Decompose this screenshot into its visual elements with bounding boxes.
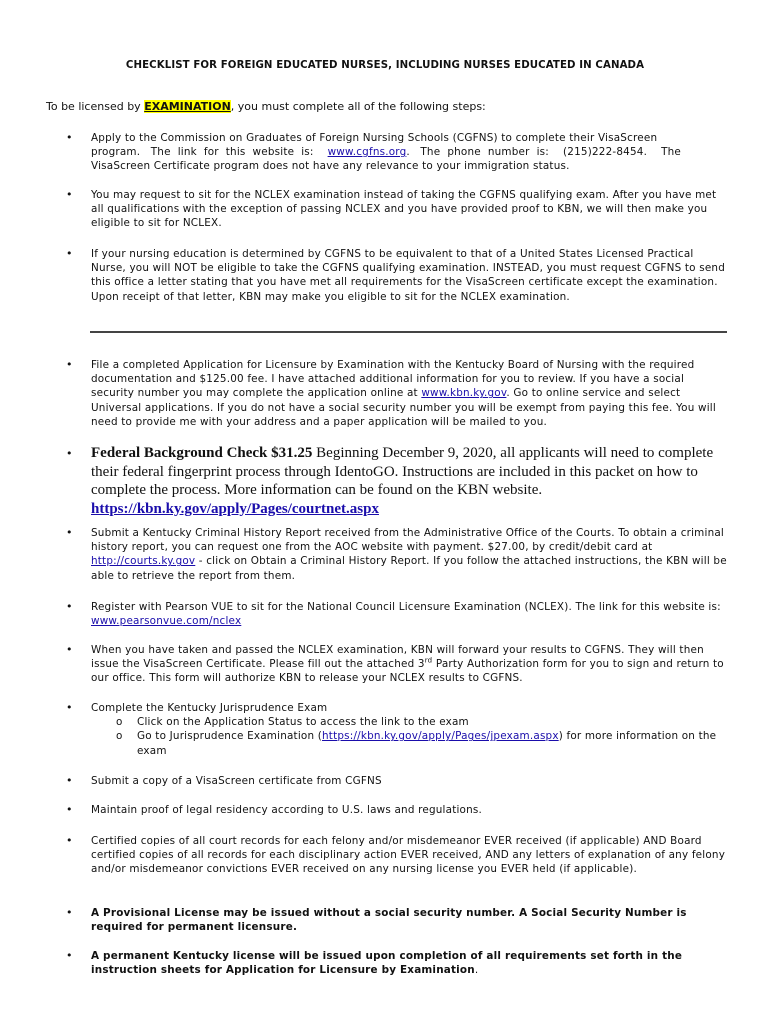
application-text: File a completed Application for Licensure by Examination with the Kentucky Board of Nursing with the required documentation and $125.00 fee. I have attached additional information for you to review. If you have a social security number you may complete the application online at	[91, 359, 695, 400]
item-text	[91, 949, 729, 977]
courts-link[interactable]: http://courts.ky.gov	[91, 555, 196, 568]
background-check-text: Beginning December 9, 2020, all applicants will need to complete their federal fingerprint process through IdentoGO. Instructions are included in this packet on how to complete the process. More information can be found on the KBN website.	[91, 445, 714, 498]
cgfns-line-1: Apply to the Commission on Graduates of Foreign Nursing Schools (CGFNS) to complete their VisaScreen	[91, 132, 658, 144]
bullet: •	[66, 701, 73, 714]
page-title: CHECKLIST FOR FOREIGN EDUCATED NURSES, INCLUDING NURSES EDUCATED IN CANADA	[125, 60, 645, 71]
visascreen-text: When you have taken and passed the NCLEX examination, KBN will forward your results to CGFNS. They will then issue the VisaScreen Certificate. Please fill out the attached 3	[91, 644, 704, 671]
item-text	[91, 643, 729, 686]
intro-text: To be licensed by	[46, 100, 145, 113]
bullet: •	[66, 803, 73, 816]
jurisprudence-heading: Complete the Kentucky Jurisprudence Exam	[91, 702, 328, 714]
pearson-link[interactable]: www.pearsonvue.com/nclex	[91, 615, 242, 628]
bullet: •	[66, 600, 73, 613]
bullet: •	[66, 949, 73, 962]
intro-line	[46, 100, 486, 113]
item-text: If your nursing education is determined by CGFNS to be equivalent to that of a United States Licensed Practical Nurse, you will NOT be eligible to take the CGFNS qualifying examination. INSTEAD, you must request CGFNS to send this office a letter stating that you have met all requirements for the VisaScreen certificate except the examination. Upon receipt of that letter, KBN may make you eligible to sit for the NCLEX examination.	[91, 248, 725, 303]
cgfns-phone-text: . The phone number is: (215)222-8454. The	[406, 146, 682, 159]
permanent-license-text: A permanent Kentucky license will be issued upon completion of all requirements set forth in the instruction sheets for Application for Licensure by Examination	[91, 950, 683, 977]
sub-item-text-end: ) for more information on the exam	[137, 730, 717, 757]
bullet: •	[66, 358, 73, 371]
bullet: •	[66, 526, 73, 539]
examination-highlight: EXAMINATION	[144, 100, 231, 113]
bullet: •	[66, 643, 73, 656]
background-check-heading: Federal Background Check $31.25	[91, 445, 313, 461]
pearson-text: Register with Pearson VUE to sit for the National Council Licensure Examination (NCLEX). The link for this website is:	[91, 601, 721, 613]
sub-bullet: o	[116, 730, 123, 743]
cgfns-line-3: VisaScreen Certificate program does not have any relevance to your immigration status.	[91, 160, 570, 173]
item-text	[91, 131, 729, 174]
visascreen-text-end: Party Authorization form for you to sign and return to our office. This form will authorize KBN to release your NCLEX results to CGFNS.	[91, 658, 724, 685]
bullet: •	[66, 834, 73, 847]
item-text: You may request to sit for the NCLEX examination instead of taking the CGFNS qualifying exam. After you have met all qualifications with the exception of passing NCLEX and you have provided proof to KBN, we will then make you eligible to sit for NCLEX.	[91, 189, 717, 230]
sub-item-text: Go to Jurisprudence Examination (	[137, 730, 323, 743]
divider	[90, 331, 727, 333]
item-text: Submit a copy of a VisaScreen certificate from CGFNS	[91, 775, 382, 787]
item-text: A Provisional License may be issued without a social security number. A Social Security Number is required for permanent licensure.	[91, 907, 687, 934]
bullet: •	[66, 247, 73, 260]
cgfns-text: program. The link for this website is:	[91, 146, 328, 159]
application-text-end: . Go to online service and select Universal applications. If you do not have a social security number you will be exempt from paying this fee. You will need to provide me with your address and a paper application will be mailed to you.	[91, 387, 716, 428]
criminal-text-end: - click on Obtain a Criminal History Report. If you follow the attached instructions, the KBN will be able to retrieve the report from them.	[91, 555, 727, 582]
cgfns-link[interactable]: www.cgfns.org	[327, 146, 407, 159]
cgfns-line-2	[91, 145, 729, 159]
bullet: •	[66, 188, 73, 201]
bullet: •	[66, 131, 73, 144]
ordinal-suffix: rd	[424, 656, 433, 665]
item-text	[91, 701, 729, 758]
bullet: •	[66, 774, 73, 787]
intro-text-end: , you must complete all of the following steps:	[230, 100, 486, 113]
sub-bullet: o	[116, 716, 123, 729]
sub-list-item	[91, 729, 729, 757]
kbn-link[interactable]: www.kbn.ky.gov	[421, 387, 507, 400]
sub-item-text: Click on the Application Status to access the link to the exam	[137, 716, 469, 729]
item-text: Certified copies of all court records for each felony and/or misdemeanor EVER received (if applicable) AND Board certified copies of all records for each disciplinary action EVER received, AND any letters of explanation of any felony and/or misdemeanor convictions EVER received on any nursing license you EVER held (if applicable).	[91, 835, 726, 876]
item-text	[91, 526, 729, 583]
item-text	[91, 358, 729, 429]
item-text: Maintain proof of legal residency according to U.S. laws and regulations.	[91, 804, 483, 816]
bullet: •	[66, 447, 73, 460]
item-text	[91, 600, 729, 628]
courtnet-link[interactable]: https://kbn.ky.gov/apply/Pages/courtnet.aspx	[91, 500, 379, 517]
item-text	[91, 444, 731, 518]
permanent-license-period: .	[474, 964, 479, 977]
bullet: •	[66, 906, 73, 919]
sub-list-item	[91, 715, 729, 729]
jpexam-link[interactable]: https://kbn.ky.gov/apply/Pages/jpexam.aspx	[322, 730, 559, 743]
criminal-text: Submit a Kentucky Criminal History Report received from the Administrative Office of the Courts. To obtain a criminal history report, you can request one from the AOC website with payment. $27.00, by credit/debit card at	[91, 527, 725, 554]
